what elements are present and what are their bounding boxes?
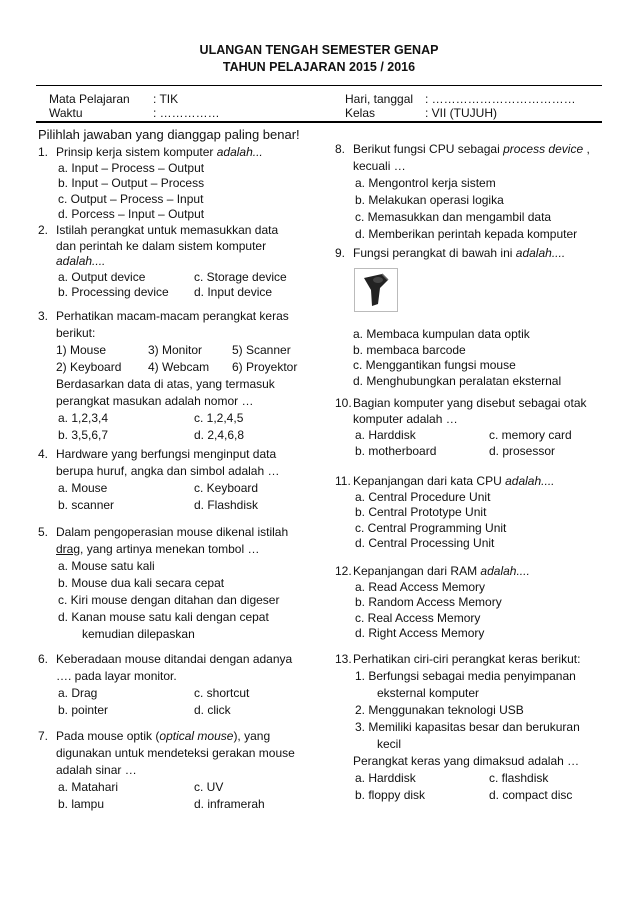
question-9: 9. Fungsi perangkat di bawah ini adalah.... [335, 246, 566, 260]
question-13: 13. Perhatikan ciri-ciri perangkat keras berikut: 1. Berfungsi sebagai media penyimpanan eksternal komputer 2. Menggunakan teknologi USB 3. Memiliki kapasitas besar dan berukuran kecil Perangkat keras yang dimaksud adalah … a. Harddisk c. flashdisk b. floppy disk d. compact disc [335, 652, 581, 802]
time-value: : …………… [153, 106, 220, 120]
option: a. Mouse satu kali [58, 559, 155, 573]
class-value: : VII (TUJUH) [425, 106, 497, 120]
question-3: 3. Perhatikan macam-macam perangkat keras berikut: 1) Mouse 3) Monitor 5) Scanner 2) Keyboard 4) Webcam 6) Proyektor Berdasarkan data di atas, yang termasuk perangkat masukan adalah nomor … a. 1,2,3,4 c. 1,2,4,5 b. 3,5,6,7 d. 2,4,6,8 [38, 309, 298, 442]
option: b. Mouse dua kali secara cepat [58, 576, 225, 590]
subject-value: : TIK [153, 92, 179, 106]
option: c. Real Access Memory [355, 610, 481, 625]
option: b. Input – Output – Process [58, 176, 205, 190]
option: d. Right Access Memory [355, 626, 485, 640]
option: a. Input – Process – Output [58, 160, 205, 175]
question-9-options [353, 327, 613, 389]
option: b. Melakukan operasi logika [355, 193, 504, 207]
option: a. Central Procedure Unit [355, 489, 491, 504]
option: b. membaca barcode [353, 342, 466, 357]
question-8: 8. Berikut fungsi CPU sebagai process device , kecuali … a. Mengontrol kerja sistem b. Melakukan operasi logika c. Memasukkan dan mengambil data d. Memberikan perintah kepada komputer [335, 141, 605, 243]
option: d. Memberikan perintah kepada komputer [355, 227, 578, 241]
option: b. Random Access Memory [355, 595, 502, 609]
question-6: 6. Keberadaan mouse ditandai dengan adanya …. pada layar monitor. a. Drag c. shortcut b. pointer d. click [38, 652, 293, 717]
page-title: ULANGAN TENGAH SEMESTER GENAP [199, 43, 439, 57]
question-4: 4. Hardware yang berfungsi menginput data berupa huruf, angka dan simbol adalah … a. Mouse c. Keyboard b. scanner d. Flashdisk [38, 447, 280, 512]
option: c. Output – Process – Input [58, 191, 204, 206]
option: a. Membaca kumpulan data optik [353, 327, 530, 341]
question-11: 11. Kepanjangan dari kata CPU adalah.... a. Central Procedure Unit b. Central Prototype Unit c. Central Programming Unit d. Central Processing Unit [335, 474, 605, 552]
option: a. Read Access Memory [355, 579, 486, 594]
option: b. Central Prototype Unit [355, 505, 487, 519]
subject-label: Mata Pelajaran [49, 92, 130, 106]
option: d. Menghubungkan peralatan eksternal [353, 373, 562, 388]
instructions: Pilihlah jawaban yang dianggap paling benar! [38, 127, 300, 142]
date-value: : ……………………………… [425, 92, 576, 106]
question-5: 5. Dalam pengoperasian mouse dikenal istilah drag, yang artinya menekan tombol … a. Mouse satu kali b. Mouse dua kali secara cepat c. Kiri mouse dengan ditahan dan digeser d. Kanan mouse satu kali dengan cepat kemudian dilepaskan [38, 524, 308, 643]
class-label: Kelas [345, 106, 376, 120]
option: c. Central Programming Unit [355, 520, 507, 535]
question-7: 7. Pada mouse optik (optical mouse), yang digunakan untuk mendeteksi gerakan mouse adalah sinar … a. Matahari c. UV b. lampu d. inframerah [38, 729, 295, 811]
header-bottom-rule [36, 121, 602, 123]
option: c. Menggantikan fungsi mouse [353, 358, 516, 372]
question-1: 1. Prinsip kerja sistem komputer adalah... a. Input – Process – Output b. Input – Output – Process c. Output – Process – Input d. Porcess – Input – Output [38, 145, 308, 223]
page-subtitle: TAHUN PELAJARAN 2015 / 2016 [222, 60, 416, 74]
option: d. Central Processing Unit [355, 536, 495, 550]
date-label: Hari, tanggal [345, 92, 414, 106]
barcode-scanner-icon [354, 268, 398, 312]
option: d. Porcess – Input – Output [58, 207, 205, 221]
option: a. Mengontrol kerja sistem [355, 176, 496, 190]
question-10: 10. Bagian komputer yang disebut sebagai otak komputer adalah … a. Harddisk c. memory card b. motherboard d. prosessor [335, 396, 587, 458]
question-12: 12. Kepanjangan dari RAM adalah.... a. Read Access Memory b. Random Access Memory c. Real Access Memory d. Right Access Memory [335, 564, 605, 642]
option: c. Memasukkan dan mengambil data [355, 210, 552, 224]
header-top-rule [36, 85, 602, 86]
question-2: 2. Istilah perangkat untuk memasukkan data dan perintah ke dalam sistem komputer adalah.... a. Output device c. Storage device b. Processing device d. Input device [38, 223, 287, 299]
option: d. Kanan mouse satu kali dengan cepat [58, 610, 269, 624]
time-label: Waktu [49, 106, 83, 120]
option: c. Kiri mouse dengan ditahan dan digeser [58, 593, 280, 607]
